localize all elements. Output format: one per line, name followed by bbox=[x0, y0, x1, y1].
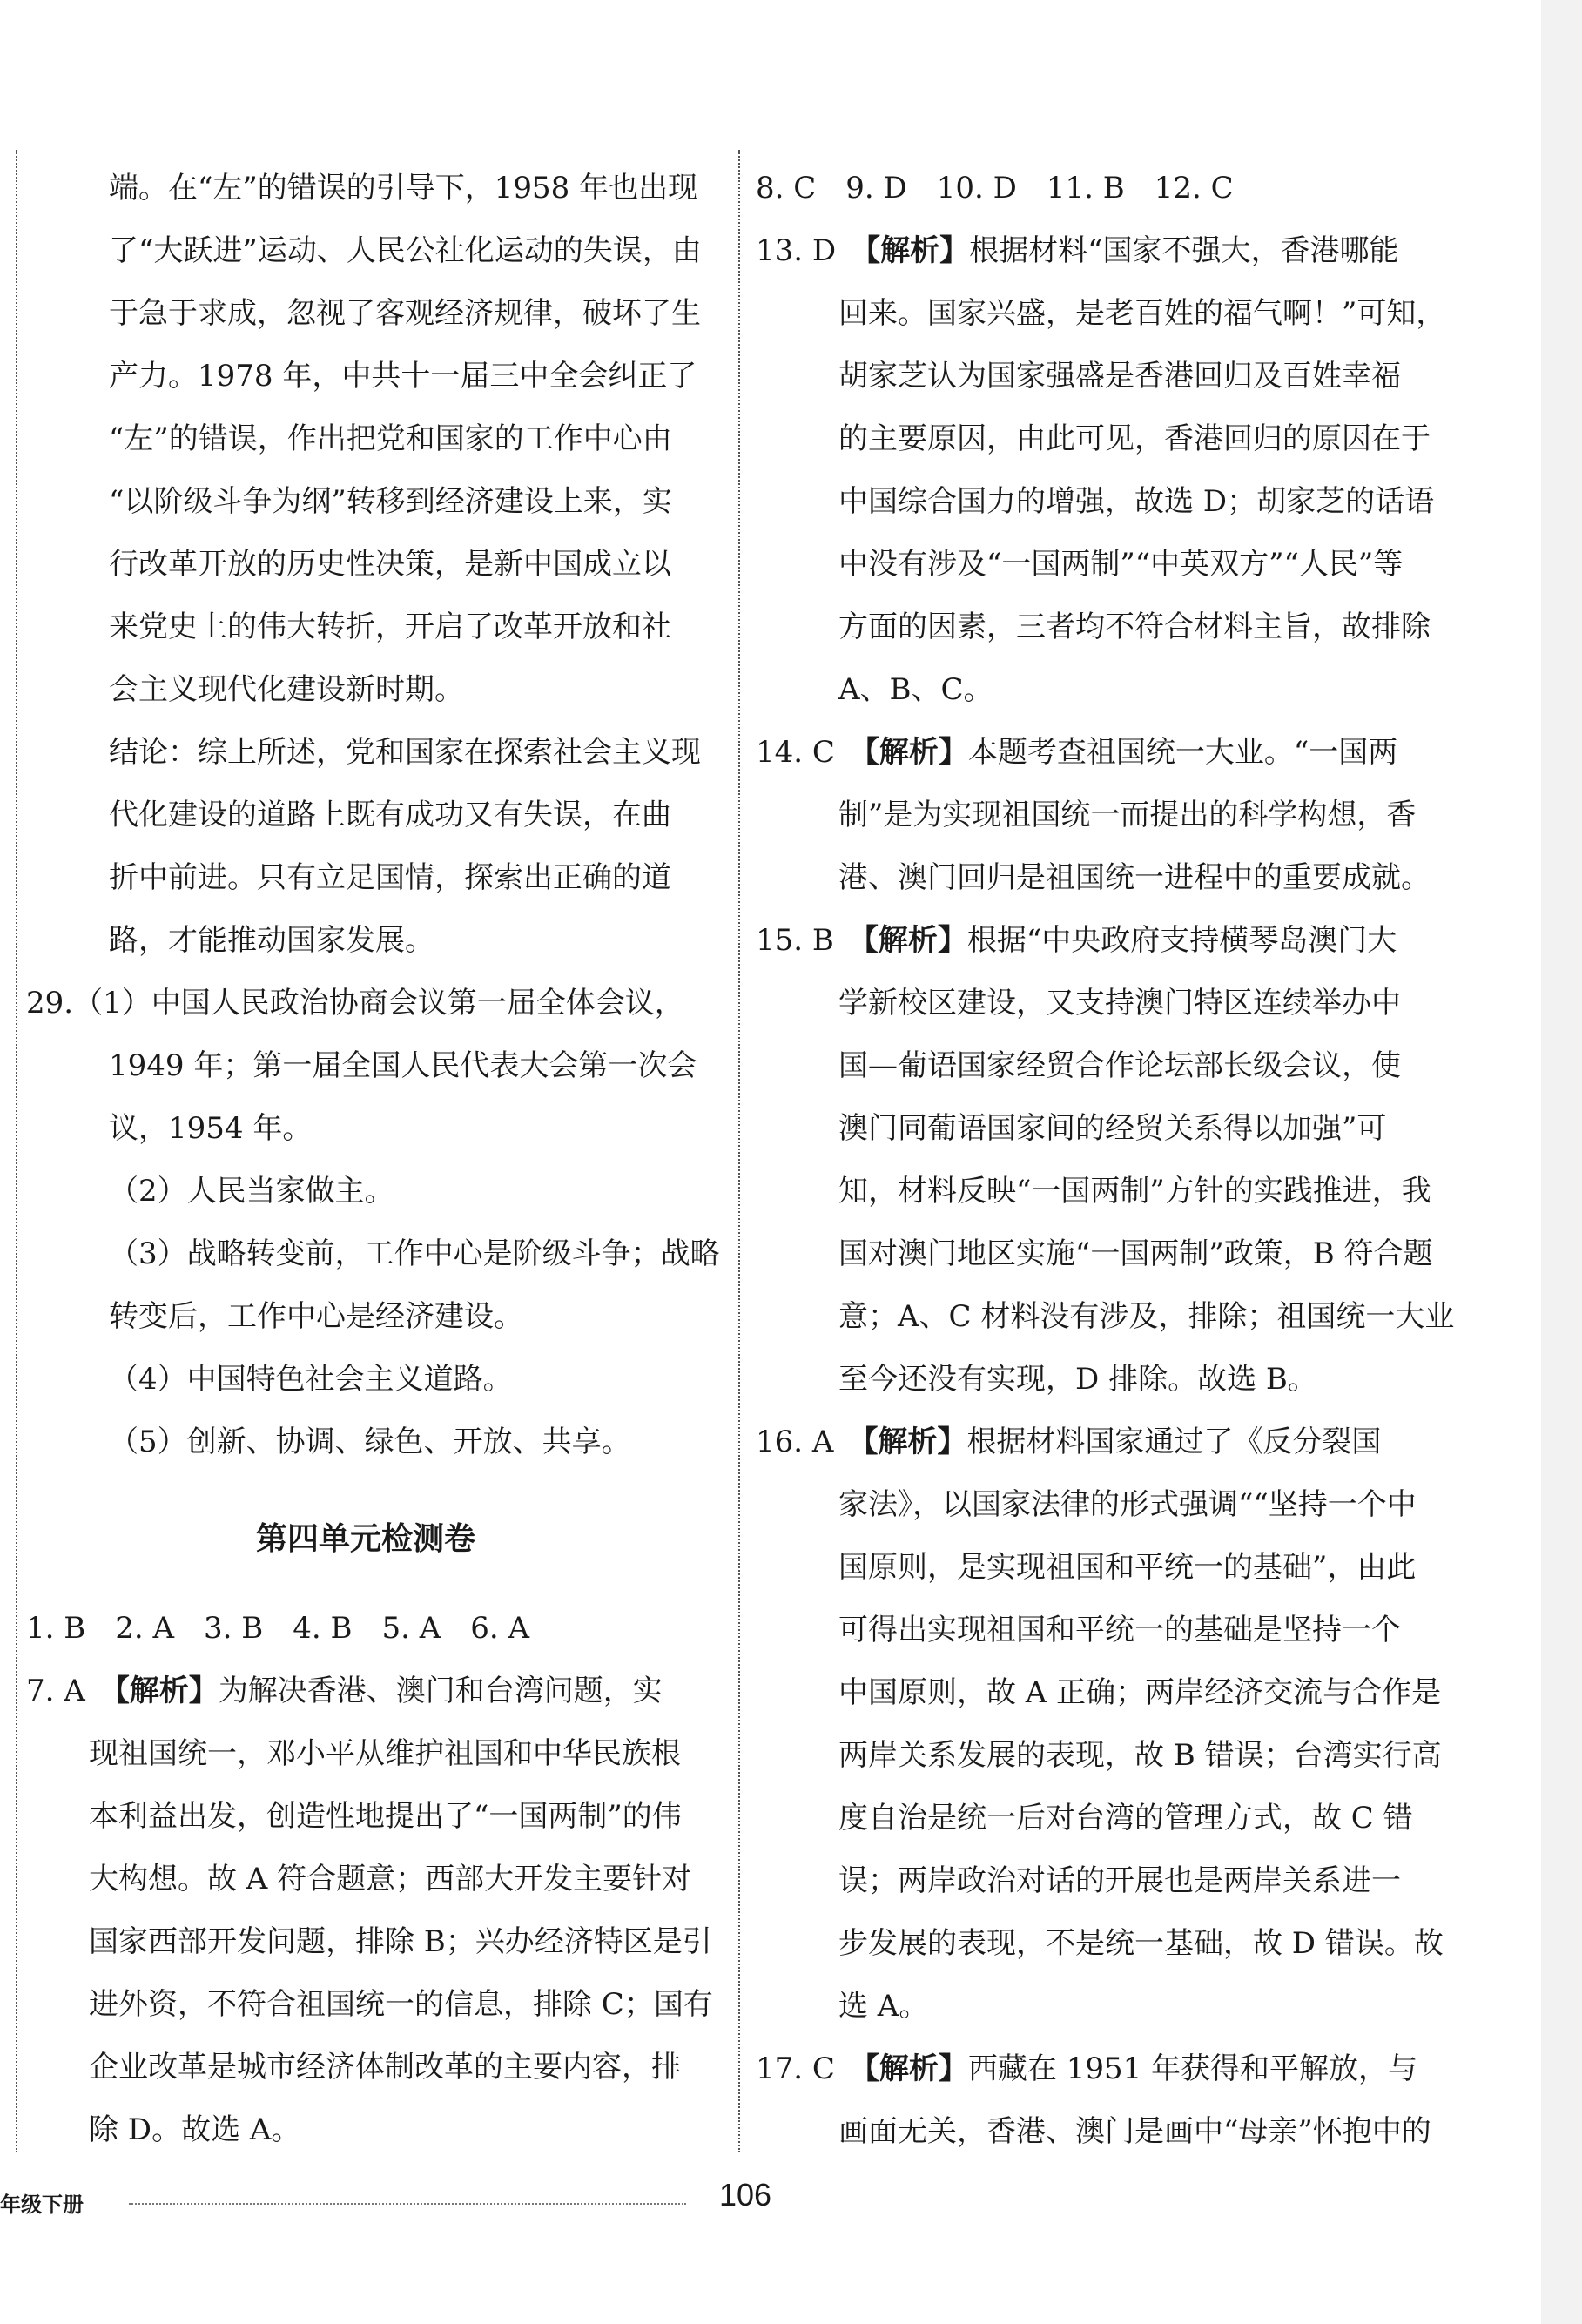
line-text: 根据“中央政府支持横琴岛澳门大 bbox=[966, 923, 1397, 958]
text-line: 折中前进。只有立足国情，探索出正确的道 bbox=[109, 860, 671, 895]
text-line: （5）创新、协调、绿色、开放、共享。 bbox=[109, 1425, 631, 1459]
answer-explanation-line bbox=[756, 1411, 1522, 1473]
text-line: 中没有涉及“一国两制”“中英双方”“人民”等 bbox=[838, 547, 1404, 582]
text-line: 29.（1）中国人民政治协商会议第一届全体会议， bbox=[26, 986, 684, 1021]
line-text: 根据材料“国家不强大，香港哪能 bbox=[969, 233, 1399, 268]
line-text: 根据材料国家通过了《反分裂国 bbox=[966, 1425, 1382, 1459]
answer-explanation-line bbox=[756, 219, 1522, 282]
text-line: 至今还没有实现，D 排除。故选 B。 bbox=[838, 1362, 1317, 1397]
question-number: 7. A bbox=[26, 1674, 115, 1708]
text-line: “左”的错误，作出把党和国家的工作中心由 bbox=[109, 421, 672, 456]
left-binding-line bbox=[16, 150, 17, 2152]
text-line: （3）战略转变前，工作中心是阶级斗争；战略 bbox=[109, 1236, 720, 1271]
analysis-tag: 【解析】 bbox=[864, 735, 968, 770]
section-title: 第四单元检测卷 bbox=[255, 1521, 475, 1557]
text-line: 国—葡语国家经贸合作论坛部长级会议，使 bbox=[838, 1048, 1401, 1083]
text-line: “以阶级斗争为纲”转移到经济建设上来，实 bbox=[109, 484, 672, 519]
text-line: （4）中国特色社会主义道路。 bbox=[109, 1362, 513, 1397]
text-line: 本利益出发，创造性地提出了“一国两制”的伟 bbox=[89, 1799, 682, 1834]
left-column bbox=[26, 157, 720, 2161]
text-line: 国原则，是实现祖国和平统一的基础”，由此 bbox=[838, 1550, 1417, 1585]
text-line: A、B、C。 bbox=[838, 672, 993, 707]
text-line: 除 D。故选 A。 bbox=[89, 2112, 301, 2147]
text-line: 路，才能推动国家发展。 bbox=[109, 923, 434, 958]
text-line: 可得出实现祖国和平统一的基础是坚持一个 bbox=[838, 1613, 1401, 1647]
text-line: 现祖国统一，邓小平从维护祖国和中华民族根 bbox=[89, 1736, 681, 1771]
text-line: 企业改革是城市经济体制改革的主要内容，排 bbox=[89, 2050, 681, 2085]
text-line: 会主义现代化建设新时期。 bbox=[109, 672, 464, 707]
answer-explanation-line bbox=[756, 2038, 1522, 2100]
text-line: 港、澳门回归是祖国统一进程中的重要成就。 bbox=[838, 860, 1431, 895]
text-line: 1. B 2. A 3. B 4. B 5. A 6. A bbox=[26, 1611, 530, 1646]
text-line: 转变后，工作中心是经济建设。 bbox=[109, 1299, 523, 1334]
text-line: 澳门同葡语国家间的经贸关系得以加强”可 bbox=[838, 1111, 1387, 1146]
analysis-tag: 【解析】 bbox=[863, 923, 967, 958]
analysis-tag: 【解析】 bbox=[865, 233, 970, 268]
text-line: 知，材料反映“一国两制”方针的实践推进，我 bbox=[838, 1174, 1431, 1209]
line-text: 为解决香港、澳门和台湾问题，实 bbox=[218, 1674, 663, 1708]
text-line: 方面的因素，三者均不符合材料主旨，故排除 bbox=[838, 610, 1431, 644]
question-number: 17. C bbox=[756, 2051, 865, 2086]
text-line: 结论：综上所述，党和国家在探索社会主义现 bbox=[109, 735, 701, 770]
text-line: 画面无关，香港、澳门是画中“母亲”怀抱中的 bbox=[838, 2114, 1431, 2149]
text-line: 国对澳门地区实施“一国两制”政策，B 符合题 bbox=[838, 1236, 1433, 1271]
analysis-tag: 【解析】 bbox=[864, 2051, 968, 2086]
answer-explanation-line bbox=[756, 721, 1522, 784]
text-line: 家法》，以国家法律的形式强调““坚持一个中 bbox=[838, 1487, 1417, 1522]
text-line: 1949 年；第一届全国人民代表大会第一次会 bbox=[109, 1048, 697, 1083]
question-number: 15. B bbox=[756, 923, 864, 958]
text-line: 端。在“左”的错误的引导下，1958 年也出现 bbox=[109, 171, 698, 205]
text-line: 两岸关系发展的表现，故 B 错误；台湾实行高 bbox=[838, 1738, 1442, 1773]
right-column bbox=[756, 157, 1522, 2163]
text-line: 误；两岸政治对话的开展也是两岸关系进一 bbox=[838, 1863, 1401, 1898]
text-line: 于急于求成，忽视了客观经济规律，破坏了生 bbox=[109, 296, 701, 331]
question-number: 14. C bbox=[756, 735, 865, 770]
text-line: 胡家芝认为国家强盛是香港回归及百姓幸福 bbox=[838, 359, 1401, 394]
text-line: 议，1954 年。 bbox=[109, 1111, 313, 1146]
text-line: 回来。国家兴盛，是老百姓的福气啊！”可知， bbox=[838, 296, 1446, 331]
answer-explanation-line bbox=[756, 909, 1522, 972]
page-number: 106 bbox=[719, 2177, 772, 2213]
analysis-tag: 【解析】 bbox=[114, 1674, 219, 1708]
text-line: 中国原则，故 A 正确；两岸经济交流与合作是 bbox=[838, 1675, 1442, 1710]
text-line: （2）人民当家做主。 bbox=[109, 1174, 394, 1209]
text-line: 制”是为实现祖国统一而提出的科学构想，香 bbox=[838, 798, 1417, 832]
text-line: 的主要原因，由此可见，香港回归的原因在于 bbox=[838, 421, 1431, 456]
text-line: 大构想。故 A 符合题意；西部大开发主要针对 bbox=[89, 1862, 692, 1896]
text-line: 中国综合国力的增强，故选 D；胡家芝的话语 bbox=[838, 484, 1435, 519]
text-line: 学新校区建设，又支持澳门特区连续举办中 bbox=[838, 986, 1401, 1021]
text-line: 意；A、C 材料没有涉及，排除；祖国统一大业 bbox=[838, 1299, 1455, 1334]
answer-explanation-line bbox=[26, 1660, 705, 1722]
line-text: 西藏在 1951 年获得和平解放，与 bbox=[967, 2051, 1418, 2086]
text-line: 选 A。 bbox=[838, 1989, 929, 2024]
text-line: 8. C 9. D 10. D 11. B 12. C bbox=[756, 171, 1234, 205]
page-edge-shadow bbox=[1541, 0, 1582, 2324]
text-line: 产力。1978 年，中共十一届三中全会纠正了 bbox=[109, 359, 697, 394]
text-line: 步发展的表现，不是统一基础，故 D 错误。故 bbox=[838, 1926, 1444, 1961]
question-number: 16. A bbox=[756, 1425, 864, 1459]
footer-grade-label: 年级下册 bbox=[0, 2193, 84, 2217]
footer-dotted-rule bbox=[129, 2203, 686, 2205]
text-line: 了“大跃进”运动、人民公社化运动的失误，由 bbox=[109, 233, 702, 268]
text-line: 国家西部开发问题，排除 B；兴办经济特区是引 bbox=[89, 1924, 712, 1959]
text-line: 来党史上的伟大转折，开启了改革开放和社 bbox=[109, 610, 671, 644]
line-text: 本题考查祖国统一大业。“一国两 bbox=[967, 735, 1398, 770]
text-line: 度自治是统一后对台湾的管理方式，故 C 错 bbox=[838, 1801, 1413, 1836]
column-divider-line bbox=[738, 150, 740, 2152]
question-number: 13. D bbox=[756, 233, 866, 268]
text-line: 进外资，不符合祖国统一的信息，排除 C；国有 bbox=[89, 1987, 713, 2022]
text-line: 代化建设的道路上既有成功又有失误，在曲 bbox=[109, 798, 671, 832]
analysis-tag: 【解析】 bbox=[863, 1425, 967, 1459]
text-line: 行改革开放的历史性决策，是新中国成立以 bbox=[109, 547, 671, 582]
